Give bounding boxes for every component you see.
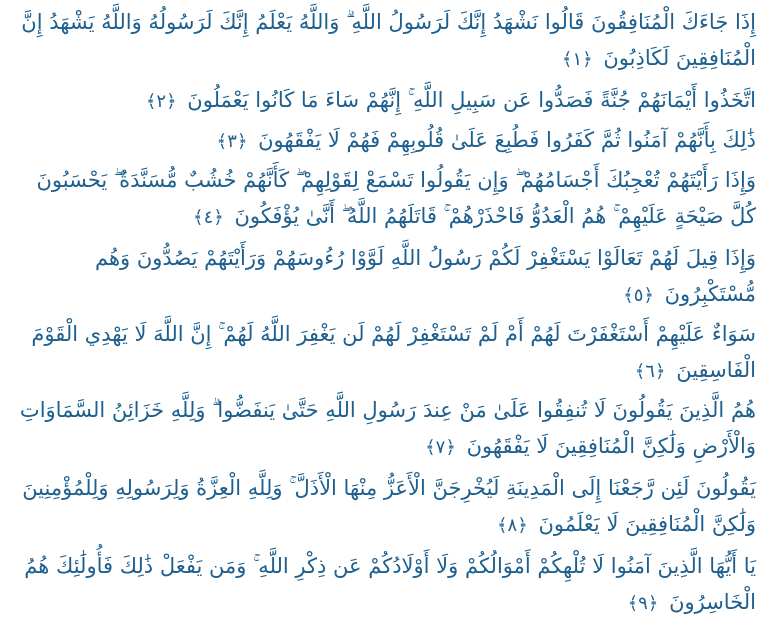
verse-4 xyxy=(14,162,756,236)
verse-2-text: اتَّخَذُوا أَيْمَانَهُمْ جُنَّةً فَصَدُّوا عَن سَبِيلِ اللَّهِ ۚ إِنَّهُمْ سَاءَ مَا كَانُوا يَعْمَلُونَ xyxy=(187,88,756,112)
verse-5-text: وَإِذَا قِيلَ لَهُمْ تَعَالَوْا يَسْتَغْفِرْ لَكُمْ رَسُولُ اللَّهِ لَوَّوْا رُءُوسَهُمْ وَرَأَيْتَهُمْ يَصُدُّونَ وَهُم مُّسْتَكْبِرُونَ xyxy=(95,246,756,306)
verse-7-text: هُمُ الَّذِينَ يَقُولُونَ لَا تُنفِقُوا عَلَىٰ مَنْ عِندَ رَسُولِ اللَّهِ حَتَّىٰ يَنفَضُّوا ۗ وَلِلَّهِ خَزَائِنُ السَّمَاوَاتِ وَالْأَرْضِ وَلَٰكِنَّ الْمُنَافِقِينَ لَا يَفْقَهُونَ xyxy=(19,398,756,458)
verse-1 xyxy=(14,4,756,78)
verse-2 xyxy=(14,82,756,120)
verse-3 xyxy=(14,122,756,160)
verse-3-text: ذَٰلِكَ بِأَنَّهُمْ آمَنُوا ثُمَّ كَفَرُوا فَطُبِعَ عَلَىٰ قُلُوبِهِمْ فَهُمْ لَا يَفْقَهُونَ xyxy=(258,128,756,152)
verse-8 xyxy=(14,470,756,544)
verse-6-number: ﴿٦﴾ xyxy=(634,361,666,382)
verse-7-number: ﴿٧﴾ xyxy=(425,437,456,458)
verse-6 xyxy=(14,316,756,390)
verse-7 xyxy=(14,392,756,466)
verse-1-number: ﴿١﴾ xyxy=(561,49,593,70)
verse-4-text: وَإِذَا رَأَيْتَهُمْ تُعْجِبُكَ أَجْسَامُهُمْ ۖ وَإِن يَقُولُوا تَسْمَعْ لِقَوْلِهِمْ ۖ كَأَنَّهُمْ خُشُبٌ مُّسَنَّدَةٌ ۖ يَحْسَبُونَ كُلَّ صَيْحَةٍ عَلَيْهِمْ ۚ هُمُ الْعَدُوُّ فَاحْذَرْهُمْ ۚ قَاتَلَهُمُ اللَّهُ ۖ أَنَّىٰ يُؤْفَكُونَ xyxy=(36,168,756,228)
verse-5 xyxy=(14,240,756,314)
verse-3-number: ﴿٣﴾ xyxy=(216,131,248,152)
verse-5-number: ﴿٥﴾ xyxy=(623,285,654,306)
verse-8-number: ﴿٨﴾ xyxy=(496,515,528,536)
verse-6-text: سَوَاءٌ عَلَيْهِمْ أَسْتَغْفَرْتَ لَهُمْ أَمْ لَمْ تَسْتَغْفِرْ لَهُمْ لَن يَغْفِرَ اللَّهُ لَهُمْ ۚ إِنَّ اللَّهَ لَا يَهْدِي الْقَوْمَ الْفَاسِقِينَ xyxy=(31,322,756,382)
verse-4-number: ﴿٤﴾ xyxy=(193,207,224,228)
verse-9-text: يَا أَيُّهَا الَّذِينَ آمَنُوا لَا تُلْهِكُمْ أَمْوَالُكُمْ وَلَا أَوْلَادُكُمْ عَن ذِكْرِ اللَّهِ ۚ وَمَن يَفْعَلْ ذَٰلِكَ فَأُولَٰئِكَ هُمُ الْخَاسِرُونَ xyxy=(24,554,756,614)
verse-9 xyxy=(14,548,756,622)
verse-1-text: إِذَا جَاءَكَ الْمُنَافِقُونَ قَالُوا نَشْهَدُ إِنَّكَ لَرَسُولُ اللَّهِ ۗ وَاللَّهُ يَعْلَمُ إِنَّكَ لَرَسُولُهُ وَاللَّهُ يَشْهَدُ إِنَّ الْمُنَافِقِينَ لَكَاذِبُونَ xyxy=(21,10,756,70)
verse-2-number: ﴿٢﴾ xyxy=(145,91,177,112)
verse-9-number: ﴿٩﴾ xyxy=(627,593,659,614)
verse-8-text: يَقُولُونَ لَئِن رَّجَعْنَا إِلَى الْمَدِينَةِ لَيُخْرِجَنَّ الْأَعَزُّ مِنْهَا الْأَذَلَّ ۚ وَلِلَّهِ الْعِزَّةُ وَلِرَسُولِهِ وَلِلْمُؤْمِنِينَ وَلَٰكِنَّ الْمُنَافِقِينَ لَا يَعْلَمُونَ xyxy=(22,476,756,536)
